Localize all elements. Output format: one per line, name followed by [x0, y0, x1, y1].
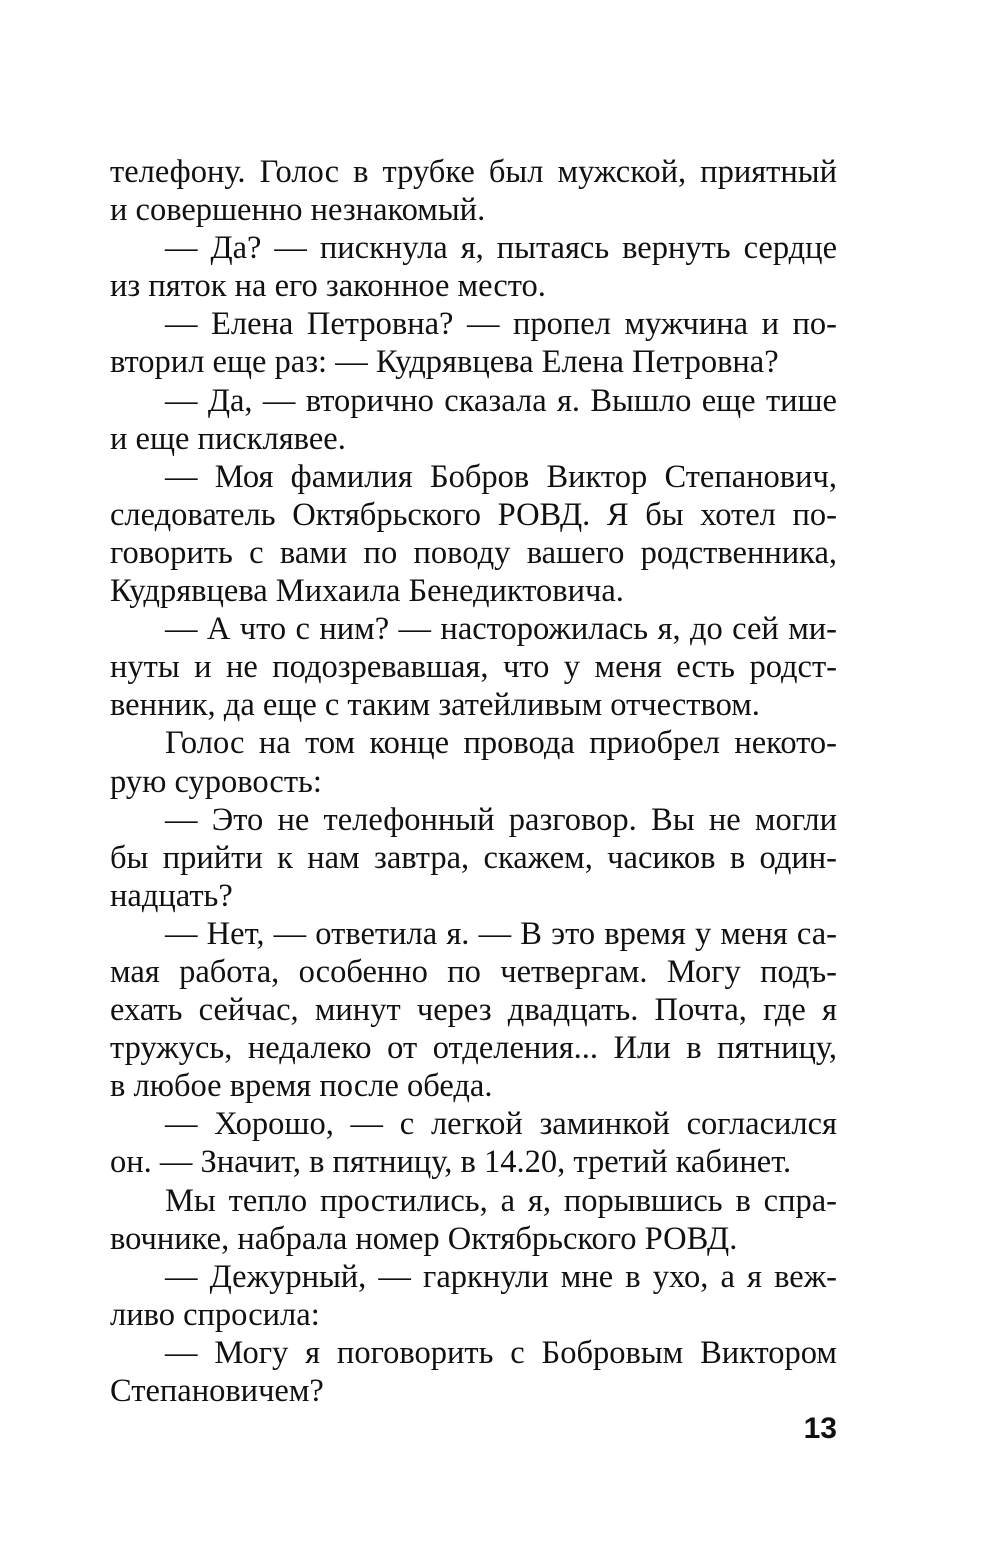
text-line: и еще писклявее.: [110, 420, 346, 457]
text-line: Кудрявцева Михаила Бенедиктовича.: [110, 573, 624, 610]
text-line: венник, да еще с таким затейливым отчеством.: [110, 687, 760, 724]
text-line: — Да? — пискнула я, пытаясь вернуть сердце: [165, 230, 837, 267]
text-line: бы прийти к нам завтра, скажем, часиков в один-: [110, 839, 837, 876]
text-line: мая работа, особенно по четвергам. Могу подъ-: [110, 953, 837, 990]
text-line: — Дежурный, — гаркнули мне в ухо, а я веж-: [165, 1258, 837, 1295]
text-line: нуты и не подозревавшая, что у меня есть родст-: [110, 649, 837, 686]
page-number: 13: [803, 1412, 837, 1445]
text-line: Степановичем?: [110, 1373, 324, 1409]
text-line: Голос на том конце провода приобрел некото-: [165, 725, 837, 762]
text-line: из пяток на его законное место.: [110, 268, 546, 305]
text-line: и совершенно незнакомый.: [110, 192, 486, 229]
text-line: следователь Октябрьского РОВД. Я бы хотел по-: [110, 496, 837, 533]
text-line: вочнике, набрала номер Октябрьского РОВД.: [110, 1220, 738, 1257]
text-line: — Нет, — ответила я. — В это время у меня са-: [165, 915, 837, 952]
text-line: — А что с ним? — насторожилась я, до сей ми-: [165, 611, 837, 648]
text-line: — Это не телефонный разговор. Вы не могли: [165, 801, 837, 838]
text-line: Мы тепло простились, а я, порывшись в спра-: [165, 1182, 837, 1219]
text-line: рую суровость:: [110, 763, 322, 800]
text-line: в любое время после обеда.: [110, 1068, 493, 1105]
text-line: — Моя фамилия Бобров Виктор Степанович,: [165, 458, 837, 495]
text-line: ехать сейчас, минут через двадцать. Почта, где я: [110, 992, 837, 1029]
text-line: говорить с вами по поводу вашего родственника,: [110, 534, 837, 571]
text-line: — Могу я поговорить с Бобровым Виктором: [165, 1334, 837, 1371]
text-line: — Хорошо, — с легкой заминкой согласился: [165, 1106, 837, 1143]
text-line: — Да, — вторично сказала я. Вышло еще тише: [165, 382, 837, 419]
text-line: надцать?: [110, 877, 233, 914]
text-line: он. — Значит, в пятницу, в 14.20, третий кабинет.: [110, 1144, 792, 1181]
text-line: вторил еще раз: — Кудрявцева Елена Петровна?: [110, 344, 779, 381]
text-line: ливо спросила:: [110, 1296, 320, 1333]
text-line: телефону. Голос в трубке был мужской, приятный: [110, 154, 837, 190]
text-line: тружусь, недалеко от отделения... Или в пятницу,: [110, 1030, 837, 1067]
text-line: — Елена Петровна? — пропел мужчина и по-: [165, 306, 837, 343]
body-text: [110, 153, 837, 1410]
